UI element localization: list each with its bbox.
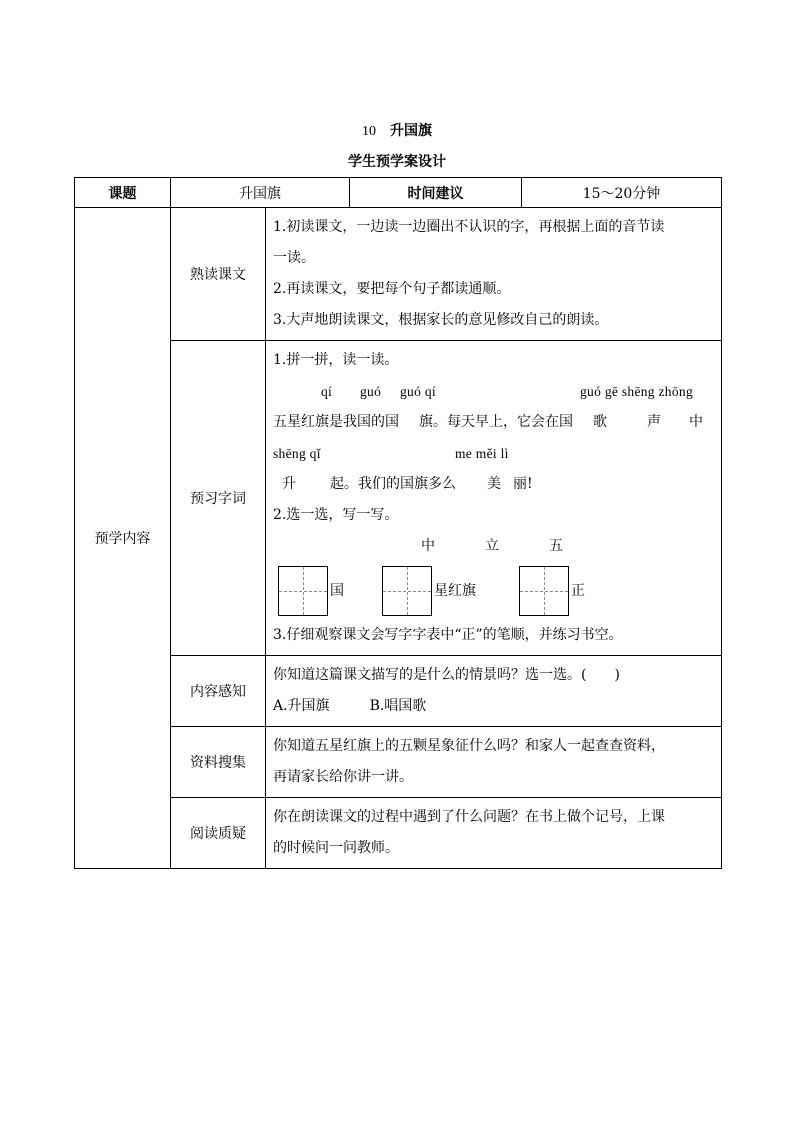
pinyin: me měi lì [455,446,509,461]
reading-content [266,208,722,341]
reading-line: 2.再读课文，要把每个句子都读通顺。 [273,281,511,297]
research-content [266,727,722,798]
reading-line: 1.初读课文，一边读一边圈出不认识的字，再根据上面的音节读 [273,219,665,235]
pinyin: guó gē shēng zhōng [580,384,694,399]
time-value: 15～20分钟 [522,178,722,208]
reading-label: 熟读课文 [171,208,266,341]
hanzi-line-2 [273,469,715,500]
lesson-title [0,120,794,140]
sentence-part: 歌 [593,414,607,430]
words-row [75,341,722,656]
sentence-part: 起。我们的国旗多么 [330,476,456,492]
choice-a: A.升国旗 [273,698,330,714]
perception-content [266,656,722,727]
perception-question: 你知道这篇课文描写的是什么的情景吗？选一选。( ) [273,667,620,683]
pinyin-line-2 [273,438,715,469]
words-q1: 1.拼一拼，读一读。 [273,352,399,368]
reading-row [75,208,722,341]
writing-grid-box[interactable] [278,566,328,616]
topic-value: 升国旗 [171,178,350,208]
reading-line: 一读。 [273,250,315,266]
perception-label: 内容感知 [171,656,266,727]
sentence-part: 丽! [513,476,533,492]
pinyin-line-1 [273,376,715,407]
option-char: 中 [421,538,435,554]
pinyin: qí [321,384,333,399]
sentence-part: 五星红旗是我国的国 [273,414,399,430]
perception-choices [273,691,715,722]
character-options [273,531,715,562]
research-line: 再请家长给你讲一讲。 [273,769,413,785]
pinyin: guó qí [400,384,436,399]
research-label: 资料搜集 [171,727,266,798]
research-line: 你知道五星红旗上的五颗星象征什么吗？和家人一起查查资料， [273,738,665,754]
hanzi-line-1 [273,407,715,438]
words-q2: 2.选一选，写一写。 [273,507,399,523]
sentence-part: 升 [282,476,296,492]
section-label: 预学内容 [75,208,171,869]
words-q3: 3.仔细观察课文会写字字表中“正”的笔顺，并练习书空。 [273,627,623,643]
questions-line: 你在朗读课文的过程中遇到了什么问题？在书上做个记号，上课 [273,809,665,825]
reading-line: 3.大声地朗读课文，根据家长的意见修改自己的朗读。 [273,312,609,328]
questions-line: 的时候问一问教师。 [273,840,399,856]
box-suffix: 星红旗 [434,583,476,599]
worksheet-subtitle: 学生预学案设计 [348,154,446,170]
option-char: 立 [485,538,499,554]
lesson-number: 10 [362,124,376,139]
pinyin: guó [360,384,382,399]
choice-b: B.唱国歌 [369,698,427,714]
questions-content [266,798,722,869]
lesson-title-text: 升国旗 [390,123,432,139]
topic-row [75,178,722,208]
topic-label: 课题 [75,178,171,208]
box-suffix: 正 [571,583,585,599]
time-label: 时间建议 [350,178,522,208]
sentence-part: 旗。每天早上，它会在国 [419,414,573,430]
prestudy-table [74,177,722,869]
sentence-part: 声 [647,414,661,430]
questions-label: 阅读质疑 [171,798,266,869]
pinyin: shēng qǐ [273,446,321,461]
perception-row [75,656,722,727]
research-row [75,727,722,798]
option-char: 五 [549,538,563,554]
writing-boxes [273,562,715,620]
questions-row [75,798,722,869]
sentence-part: 中 [689,414,703,430]
words-label: 预习字词 [171,341,266,656]
writing-grid-box[interactable] [519,566,569,616]
box-suffix: 国 [330,583,344,599]
sentence-part: 美 [487,476,501,492]
writing-grid-box[interactable] [382,566,432,616]
words-content [266,341,722,656]
